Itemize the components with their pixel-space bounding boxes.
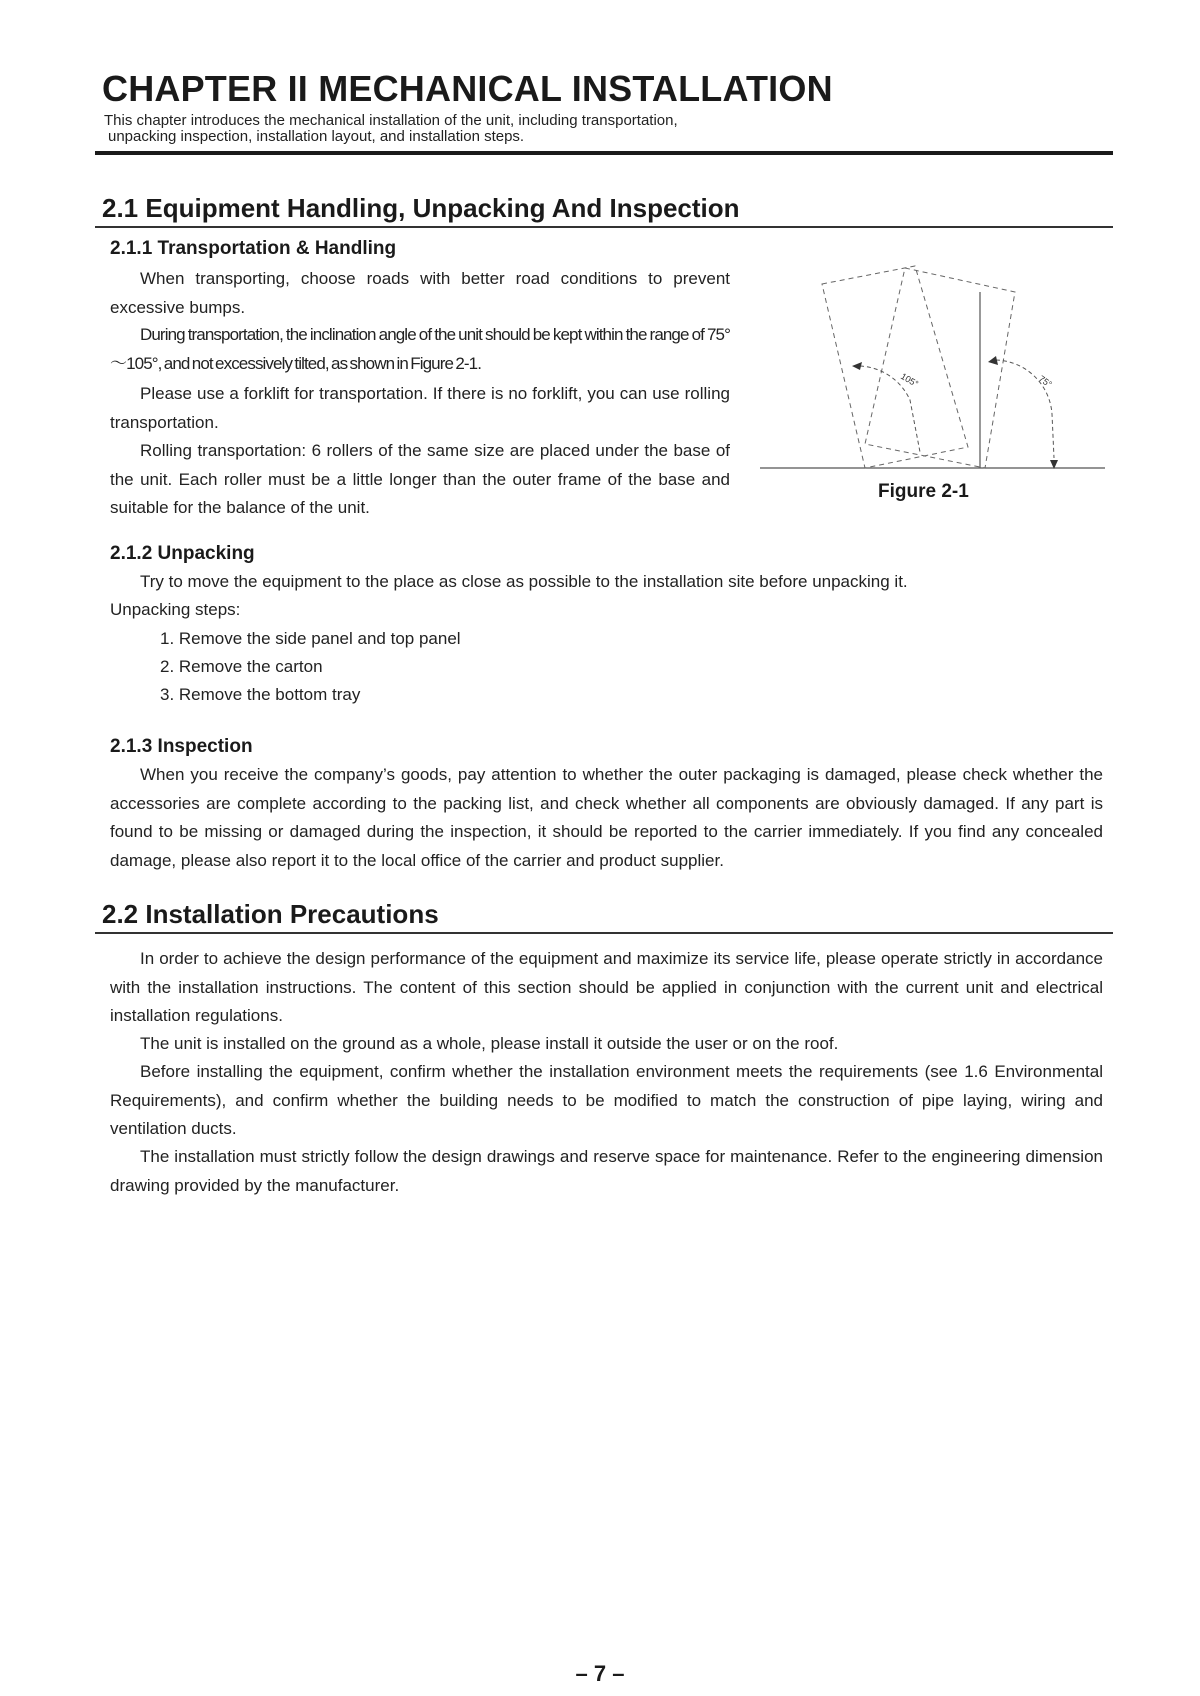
tilted-unit-75-outline	[865, 268, 1015, 468]
unpacking-steps-label: Unpacking steps:	[110, 600, 241, 619]
subheading-transportation: 2.1.1 Transportation & Handling	[110, 238, 397, 259]
section-divider-2-1	[95, 226, 1113, 228]
subheading-unpacking: 2.1.2 Unpacking	[110, 543, 255, 564]
unpacking-step: 1. Remove the side panel and top panel	[160, 629, 461, 648]
paragraph-precautions-4: The installation must strictly follow the design drawings and reserve space for maintenance. Refer to the engineering dimension drawing provided by the manufacturer.	[110, 1147, 1103, 1195]
page-number: – 7 –	[575, 1661, 625, 1686]
unpacking-step: 2. Remove the carton	[160, 657, 323, 676]
angle-label-105: 105°	[899, 371, 921, 390]
chapter-title: CHAPTER II MECHANICAL INSTALLATION	[102, 68, 833, 109]
paragraph-precautions-1: In order to achieve the design performance of the equipment and maximize its service life, please operate strictly in accordance with the installation instructions. The content of this section should be applied in conjunction with the current unit and electrical installation regulations.	[110, 949, 1103, 1025]
tilted-unit-105-outline	[822, 266, 968, 468]
figure-unit-inclination-diagram	[760, 262, 1105, 477]
paragraph-transport-2: During transportation, the inclination angle of the unit should be kept within the range of 75°～105°, and not excessively tilted, as shown in Figure 2-1.	[110, 325, 730, 373]
chapter-intro-line-2: unpacking inspection, installation layout, and installation steps.	[108, 128, 525, 145]
chapter-divider	[95, 151, 1113, 155]
paragraph-transport-4: Rolling transportation: 6 rollers of the same size are placed under the base of the unit. Each roller must be a little longer than the outer frame of the base and suitable for the balance of the unit.	[110, 441, 730, 517]
paragraph-precautions-3: Before installing the equipment, confirm whether the installation environment meets the requirements (see 1.6 Environmental Requirements), and confirm whether the building needs to be modified to match the construction of pipe laying, wiring and ventilation ducts.	[110, 1062, 1103, 1138]
figure-caption: Figure 2-1	[878, 481, 969, 502]
chapter-intro-line-1: This chapter introduces the mechanical installation of the unit, including transportation,	[104, 112, 678, 129]
section-heading-2-2: 2.2 Installation Precautions	[102, 899, 439, 929]
angle-label-75: 75°	[1036, 373, 1054, 390]
paragraph-transport-1: When transporting, choose roads with better road conditions to prevent excessive bumps.	[110, 269, 730, 317]
unpacking-step: 3. Remove the bottom tray	[160, 685, 361, 704]
paragraph-precautions-2: The unit is installed on the ground as a whole, please install it outside the user or on the roof.	[140, 1034, 839, 1053]
paragraph-inspection: When you receive the company’s goods, pay attention to whether the outer packaging is damaged, please check whether the accessories are complete according to the packing list, and check whether all components are obviously damaged. If any part is found to be missing or damaged during the inspection, it should be reported to the carrier immediately. If you find any concealed damage, please also report it to the local office of the carrier and product supplier.	[110, 765, 1103, 870]
paragraph-unpacking-1: Try to move the equipment to the place as close as possible to the installation site before unpacking it.	[140, 572, 908, 591]
arrow-105	[852, 362, 862, 370]
arrow-75-start	[988, 356, 998, 365]
section-divider-2-2	[95, 932, 1113, 934]
chapter-intro	[104, 113, 804, 145]
section-heading-2-1: 2.1 Equipment Handling, Unpacking And Inspection	[102, 193, 740, 223]
paragraph-transport-3: Please use a forklift for transportation. If there is no forklift, you can use rolling transportation.	[110, 384, 730, 432]
subheading-inspection: 2.1.3 Inspection	[110, 736, 253, 757]
